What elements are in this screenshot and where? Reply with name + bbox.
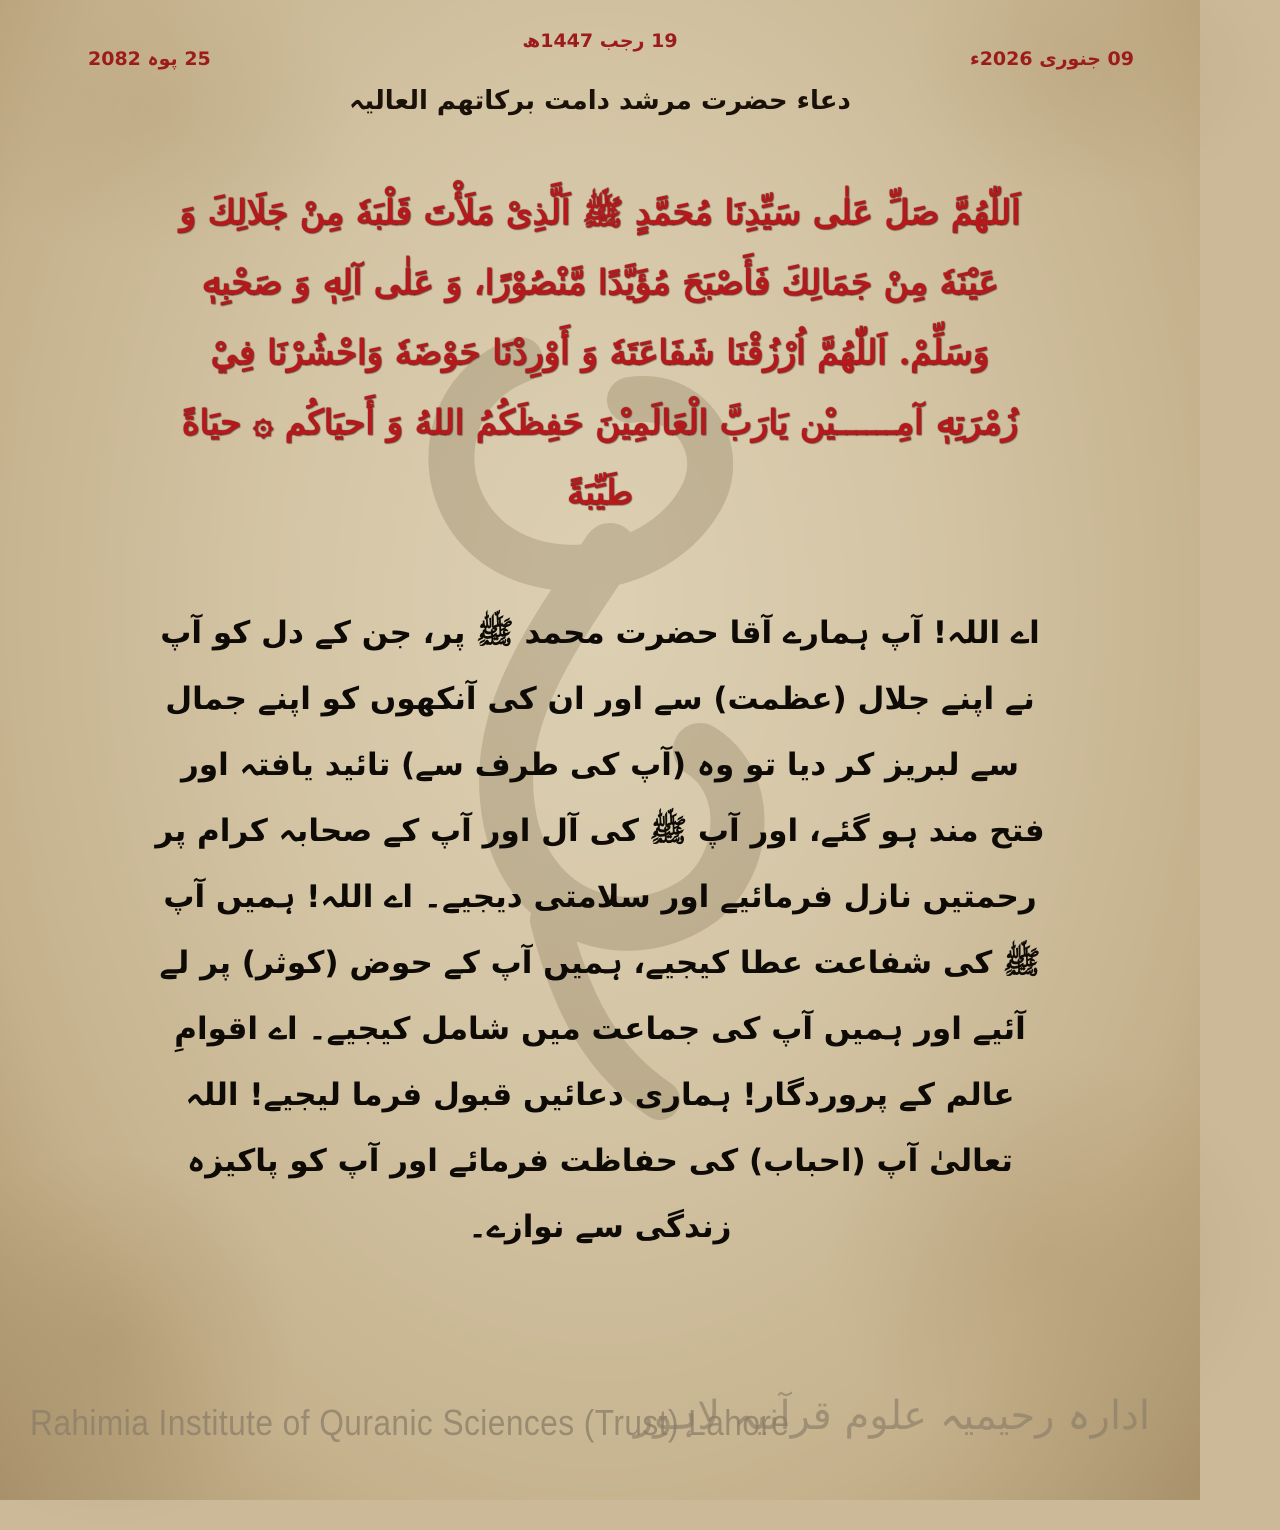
- arabic-dua-text: اَللّٰهُمَّ صَلِّ عَلٰى سَيِّدِنَا مُحَمَّدٍ ﷺ اَلَّذِىْ مَلَأْتَ قَلْبَهٗ مِنْ جَلَالِكَ وَ عَيْنَهٗ مِنْ جَمَالِكَ فَأَصْبَحَ مُؤَيَّدًا مَّنْصُوْرًا، وَ عَلٰى آلِهٖ وَ صَحْبِهٖ وَسَلِّمْ. اَللّٰهُمَّ اُرْزُقْنَا شَفَاعَتَهٗ وَ أَوْرِدْنَا حَوْضَهٗ وَاحْشُرْنَا فِيْ زُمْرَتِهٖ آمِــــــيْن يَارَبَّ الْعَالَمِيْنَ حَفِظَكُمُ اللهُ وَ أَحيَاكُم ۞ حيَاةً طَيِّبَةً: [179, 193, 1021, 513]
- hijri-date: 19 رجب 1447ھ: [522, 30, 678, 52]
- urdu-translation-text: اے اللہ! آپ ہمارے آقا حضرت محمد ﷺ پر، جن کے دل کو آپ نے اپنے جلال (عظمت) سے اور ان کی آنکھوں کو اپنے جمال سے لبریز کر دیا تو وہ (آپ کی طرف سے) تائید یافتہ اور فتح مند ہو گئے، اور آپ ﷺ کی آل اور آپ کے صحابہ کرام پر رحمتیں نازل فرمائیے اور سلامتی دیجیے۔ اے اللہ! ہمیں آپ ﷺ کی شفاعت عطا کیجیے، ہمیں آپ کے حوض (کوثر) پر لے آئیے اور ہمیں آپ کی جماعت میں شامل کیجیے۔ اے اقوامِ عالم کے پروردگار! ہماری دعائیں قبول فرما لیجیے! اللہ تعالیٰ آپ (احباب) کی حفاظت فرمائے اور آپ کو پاکیزہ زندگی سے نوازے۔: [155, 615, 1045, 1245]
- institute-logo: ادارہ رحیمیہ علوم قرآنیہ لاہور: [633, 1393, 1150, 1439]
- bikrami-date: 25 پوہ 2082: [88, 48, 211, 70]
- gregorian-date: 09 جنوری 2026ء: [969, 48, 1134, 70]
- page-title: دعاء حضرت مرشد دامت برکاتھم العالیہ: [349, 86, 851, 116]
- institute-name: Rahimia Institute of Quranic Sciences (Trust) Lahore: [30, 1402, 790, 1443]
